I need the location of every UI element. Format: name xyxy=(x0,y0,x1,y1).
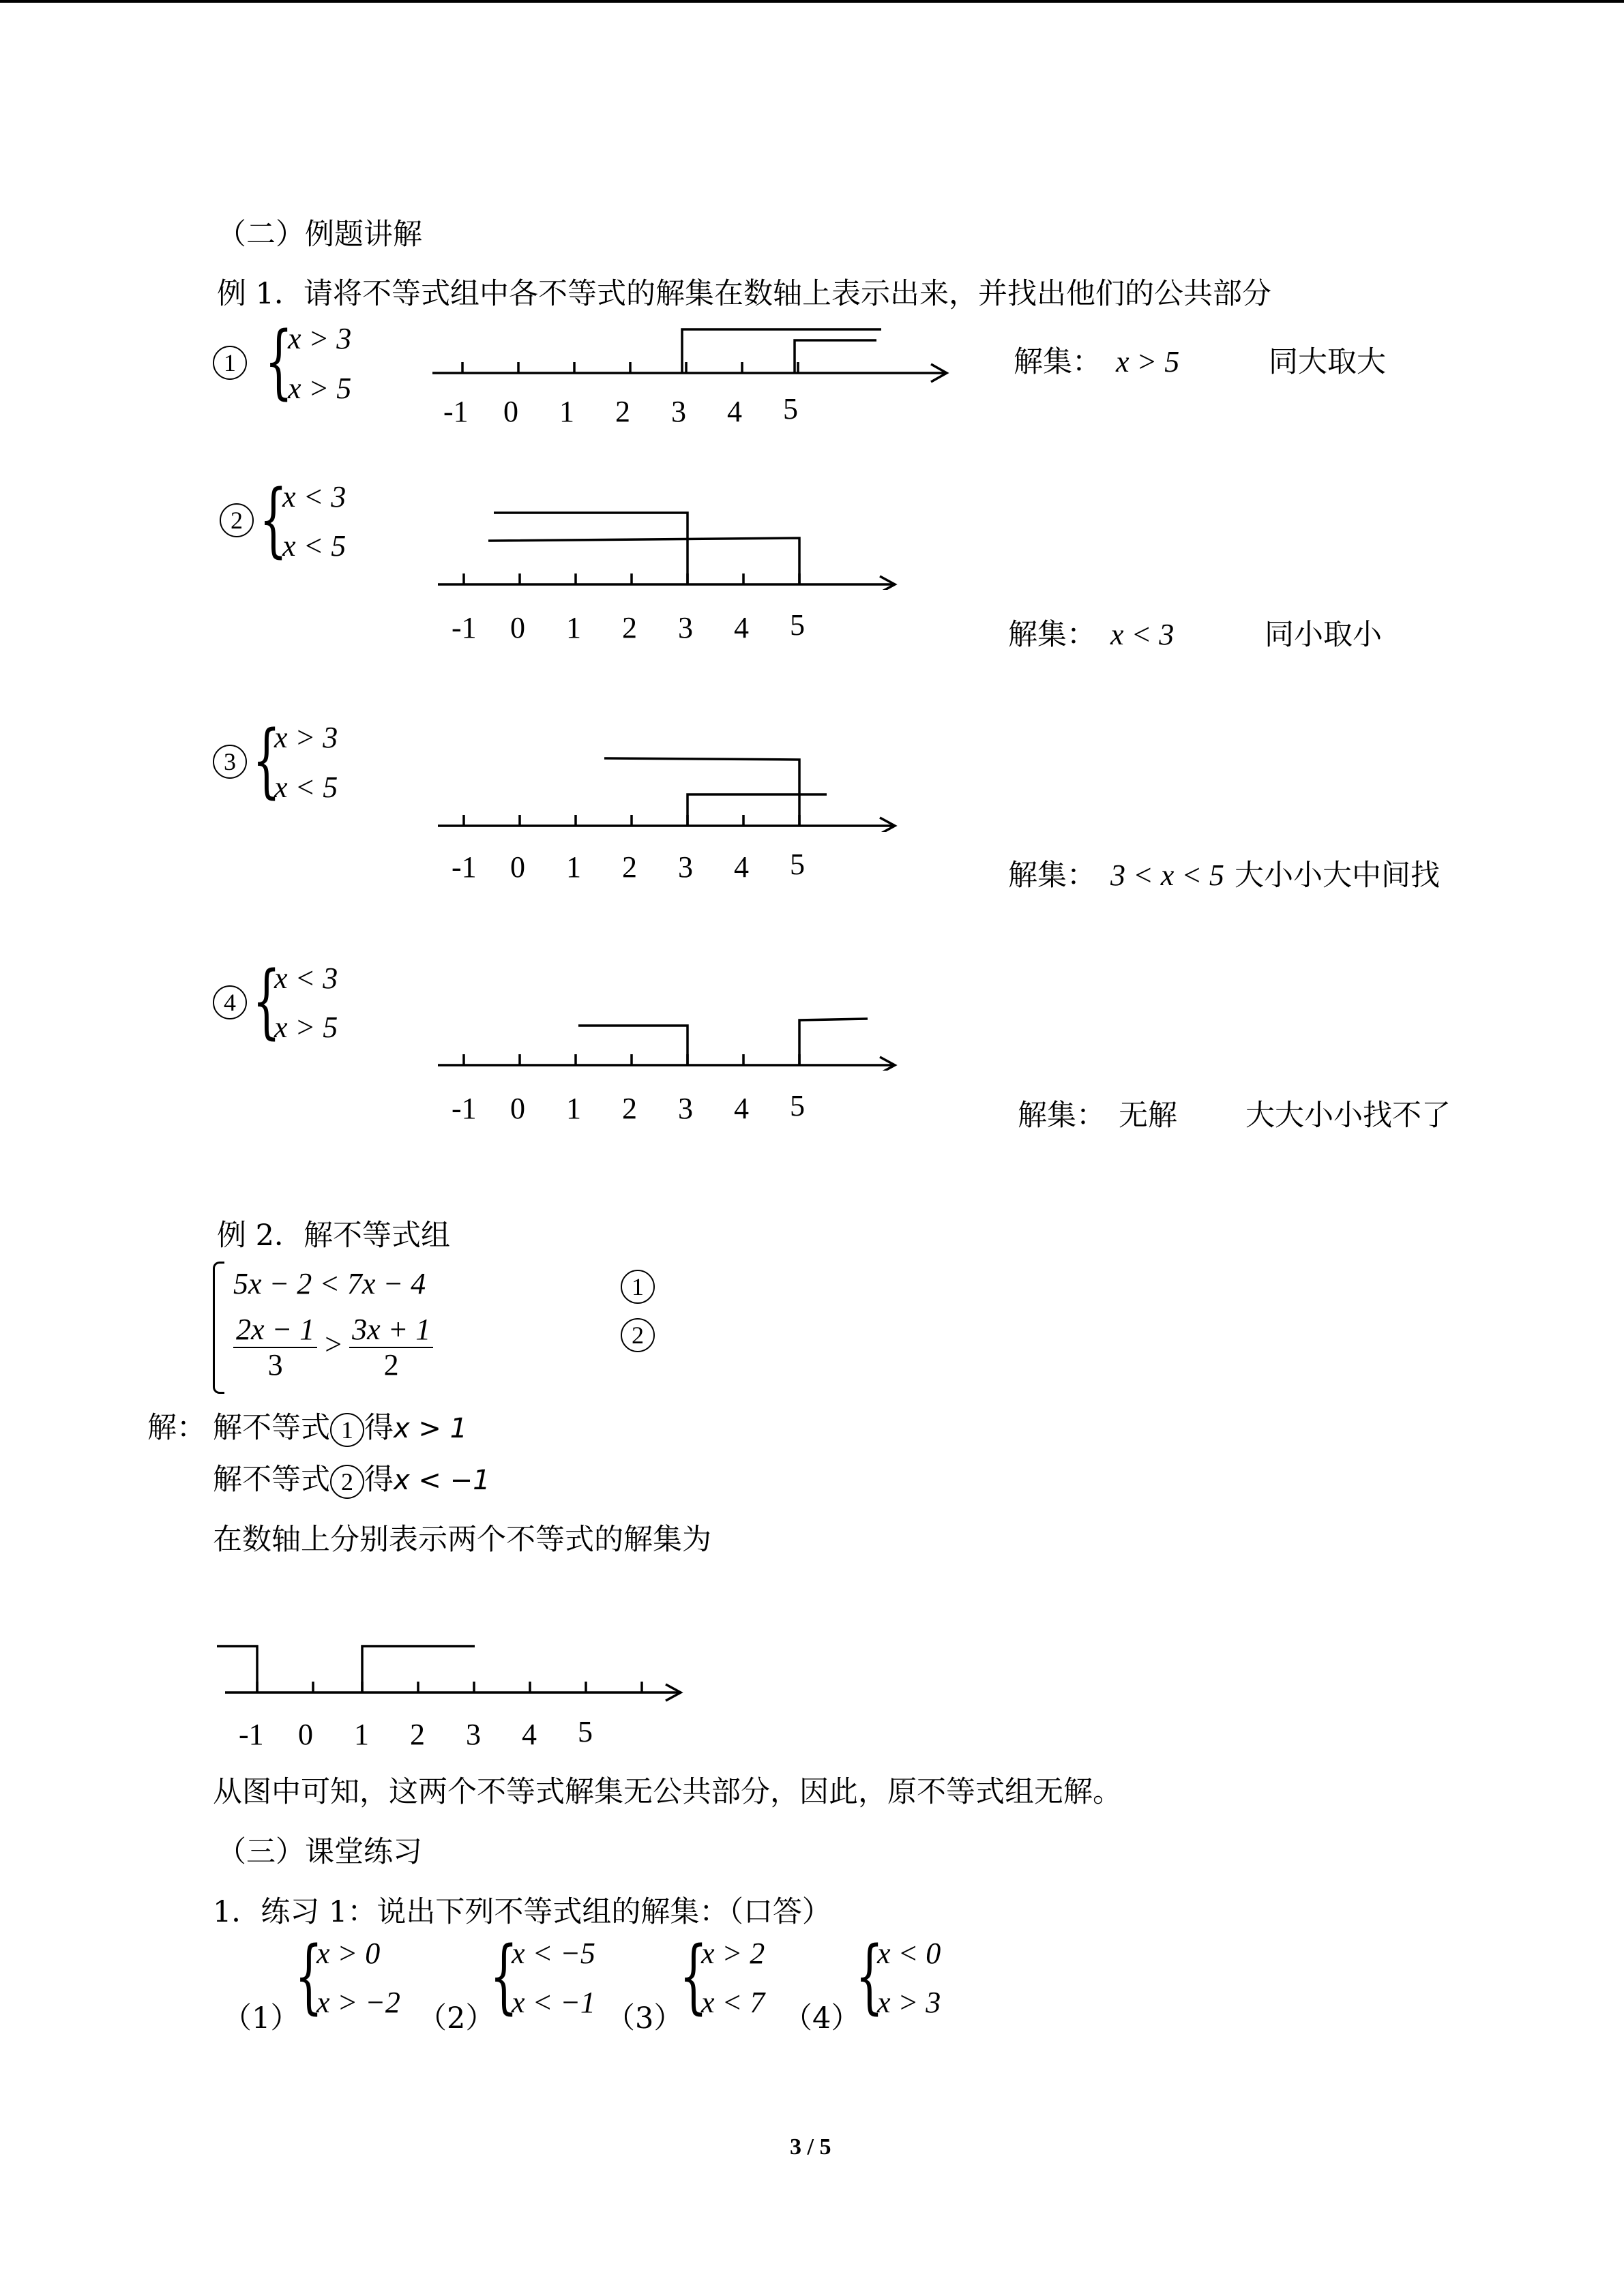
solution-step2: 解不等式 2 得x < −1 xyxy=(213,1461,490,1499)
system2-brace: { xyxy=(259,472,288,566)
axis-arrow xyxy=(880,1057,895,1071)
conclusion: 从图中可知，这两个不等式解集无公共部分，因此，原不等式组无解。 xyxy=(213,1775,1122,1809)
example2-brace xyxy=(213,1262,224,1394)
practice-item-1-ineq2: x > −2 xyxy=(316,1986,400,2019)
tick-label: 3 xyxy=(671,395,686,428)
tick-label: 2 xyxy=(410,1718,425,1751)
practice-item-4-ineq2: x > 3 xyxy=(877,1986,941,2019)
system4-solution-label: 解集： xyxy=(1018,1099,1106,1133)
system1-ineq2: x > 5 xyxy=(288,372,352,405)
system2-solution: x < 3 xyxy=(1110,618,1175,651)
tick-label: 4 xyxy=(727,395,742,428)
system3-brace: { xyxy=(252,713,281,807)
tick-label: 5 xyxy=(790,848,805,881)
number-line-1 xyxy=(423,320,969,396)
solution-bracket-x-gt-3 xyxy=(682,329,881,373)
example2-ineq1: 5x − 2 < 7x − 4 xyxy=(233,1267,426,1300)
tick-label: -1 xyxy=(443,395,469,428)
system4-ineq1: x < 3 xyxy=(274,961,338,995)
practice-item-4-ineq1: x < 0 xyxy=(877,1937,941,1970)
system4-number: 4 xyxy=(213,985,247,1019)
solution-bracket-x-lt-5 xyxy=(604,758,799,826)
tick-label: 1 xyxy=(559,395,574,428)
system2-ineq1: x < 3 xyxy=(282,480,346,513)
system3-ineq2: x < 5 xyxy=(274,771,338,804)
solution-prefix: 解： xyxy=(147,1411,206,1445)
tick-label: 5 xyxy=(790,1089,805,1122)
solution-bracket-x-gt-3 xyxy=(688,794,827,826)
tick-label: 2 xyxy=(622,611,637,644)
system1-solution: x > 5 xyxy=(1116,345,1180,378)
tick-label: 1 xyxy=(566,850,581,884)
solution-bracket-x-gt-5 xyxy=(799,1019,868,1065)
tick-label: 4 xyxy=(734,611,749,644)
practice-item-2-ineq2: x < −1 xyxy=(512,1986,595,2019)
tick-label: 1 xyxy=(566,1092,581,1125)
number-line-2 xyxy=(430,501,907,590)
tick-label: -1 xyxy=(452,850,477,884)
tick-label: 4 xyxy=(734,1092,749,1125)
practice-item-1-label: （1） xyxy=(222,2001,300,2036)
tick-label: 3 xyxy=(466,1718,481,1751)
tick-label: 4 xyxy=(522,1718,537,1751)
system3-solution: 3 < x < 5 xyxy=(1110,859,1224,892)
tick-label: 0 xyxy=(503,395,518,428)
practice-item-3-label: （3） xyxy=(606,2001,683,2036)
system4-brace: { xyxy=(252,953,281,1047)
number-line-3 xyxy=(430,750,907,832)
practice-item-2-label: （2） xyxy=(417,2001,495,2036)
tick-label: 5 xyxy=(790,608,805,642)
tick-label: 3 xyxy=(678,850,693,884)
practice-item-2-brace: { xyxy=(490,1928,518,2023)
system4-rule: 大大小小找不了 xyxy=(1245,1099,1451,1133)
system1-brace: { xyxy=(265,314,293,408)
example2-mark2: 2 xyxy=(621,1318,655,1352)
section-title-examples: （二）例题讲解 xyxy=(217,218,422,252)
practice-item-1-ineq1: x > 0 xyxy=(316,1937,381,1970)
tick-label: -1 xyxy=(452,1092,477,1125)
practice-item-4-label: （4） xyxy=(783,2001,861,2036)
number-line-4 xyxy=(430,1002,907,1071)
tick-label: 4 xyxy=(734,850,749,884)
tick-label: 1 xyxy=(566,611,581,644)
practice-item-2-ineq1: x < −5 xyxy=(512,1937,595,1970)
tick-label: -1 xyxy=(239,1718,264,1751)
example2-title: 例 2．解不等式组 xyxy=(217,1219,451,1253)
example2-ineq2: $\frac{2x - 1}{3}$ > $\frac{3x + 1}{2}$ xyxy=(233,1313,433,1382)
solution-step1: 解不等式 1 得x > 1 xyxy=(213,1409,467,1447)
top-border xyxy=(0,0,1624,3)
system1-ineq1: x > 3 xyxy=(288,322,352,355)
practice-item-1-brace: { xyxy=(295,1928,323,2023)
system4-ineq2: x > 5 xyxy=(274,1011,338,1044)
tick-label: 0 xyxy=(510,1092,525,1125)
practice-item-3-brace: { xyxy=(679,1928,708,2023)
practice-item-3-ineq1: x > 2 xyxy=(701,1937,765,1970)
axis-intro: 在数轴上分别表示两个不等式的解集为 xyxy=(213,1523,711,1557)
example1-title: 例 1．请将不等式组中各不等式的解集在数轴上表示出来，并找出他们的公共部分 xyxy=(217,277,1272,311)
tick-label: 0 xyxy=(298,1718,313,1751)
system3-rule: 大小小大中间找 xyxy=(1235,859,1440,893)
system3-solution-label: 解集： xyxy=(1008,859,1096,893)
tick-label: 0 xyxy=(510,611,525,644)
solution-bracket-x-lt-3 xyxy=(494,513,688,584)
system2-number: 2 xyxy=(220,503,254,537)
system1-number: 1 xyxy=(213,346,247,380)
solution-bracket-x-lt-3 xyxy=(578,1026,688,1065)
tick-label: 3 xyxy=(678,611,693,644)
section-title-practice: （三）课堂练习 xyxy=(217,1835,422,1869)
tick-label: 3 xyxy=(678,1092,693,1125)
example2-mark1: 1 xyxy=(621,1270,655,1304)
tick-label: 2 xyxy=(622,850,637,884)
system1-solution-label: 解集： xyxy=(1014,345,1102,379)
system3-number: 3 xyxy=(213,745,247,779)
page-number: 3 / 5 xyxy=(790,2134,831,2160)
tick-label: -1 xyxy=(452,611,477,644)
practice-item-4-brace: { xyxy=(855,1928,884,2023)
tick-label: 5 xyxy=(783,392,798,426)
axis-arrow xyxy=(880,576,895,590)
tick-label: 5 xyxy=(578,1715,593,1748)
tick-label: 2 xyxy=(622,1092,637,1125)
solution-bracket-x-lt-neg1 xyxy=(217,1646,257,1693)
system1-rule: 同大取大 xyxy=(1269,345,1386,379)
tick-label: 1 xyxy=(354,1718,369,1751)
system2-solution-label: 解集： xyxy=(1008,618,1096,652)
solution-bracket-x-lt-5 xyxy=(488,538,799,584)
number-line-5 xyxy=(211,1635,689,1710)
practice1-title: 1．练习 1：说出下列不等式组的解集：（口答） xyxy=(213,1895,831,1929)
practice-item-3-ineq2: x < 7 xyxy=(701,1986,765,2019)
tick-label: 2 xyxy=(615,395,630,428)
tick-label: 0 xyxy=(510,850,525,884)
solution-bracket-x-gt-5 xyxy=(795,340,876,373)
system2-rule: 同小取小 xyxy=(1265,618,1382,652)
system2-ineq2: x < 5 xyxy=(282,529,346,563)
system4-solution: 无解 xyxy=(1119,1099,1177,1133)
system3-ineq1: x > 3 xyxy=(274,721,338,754)
